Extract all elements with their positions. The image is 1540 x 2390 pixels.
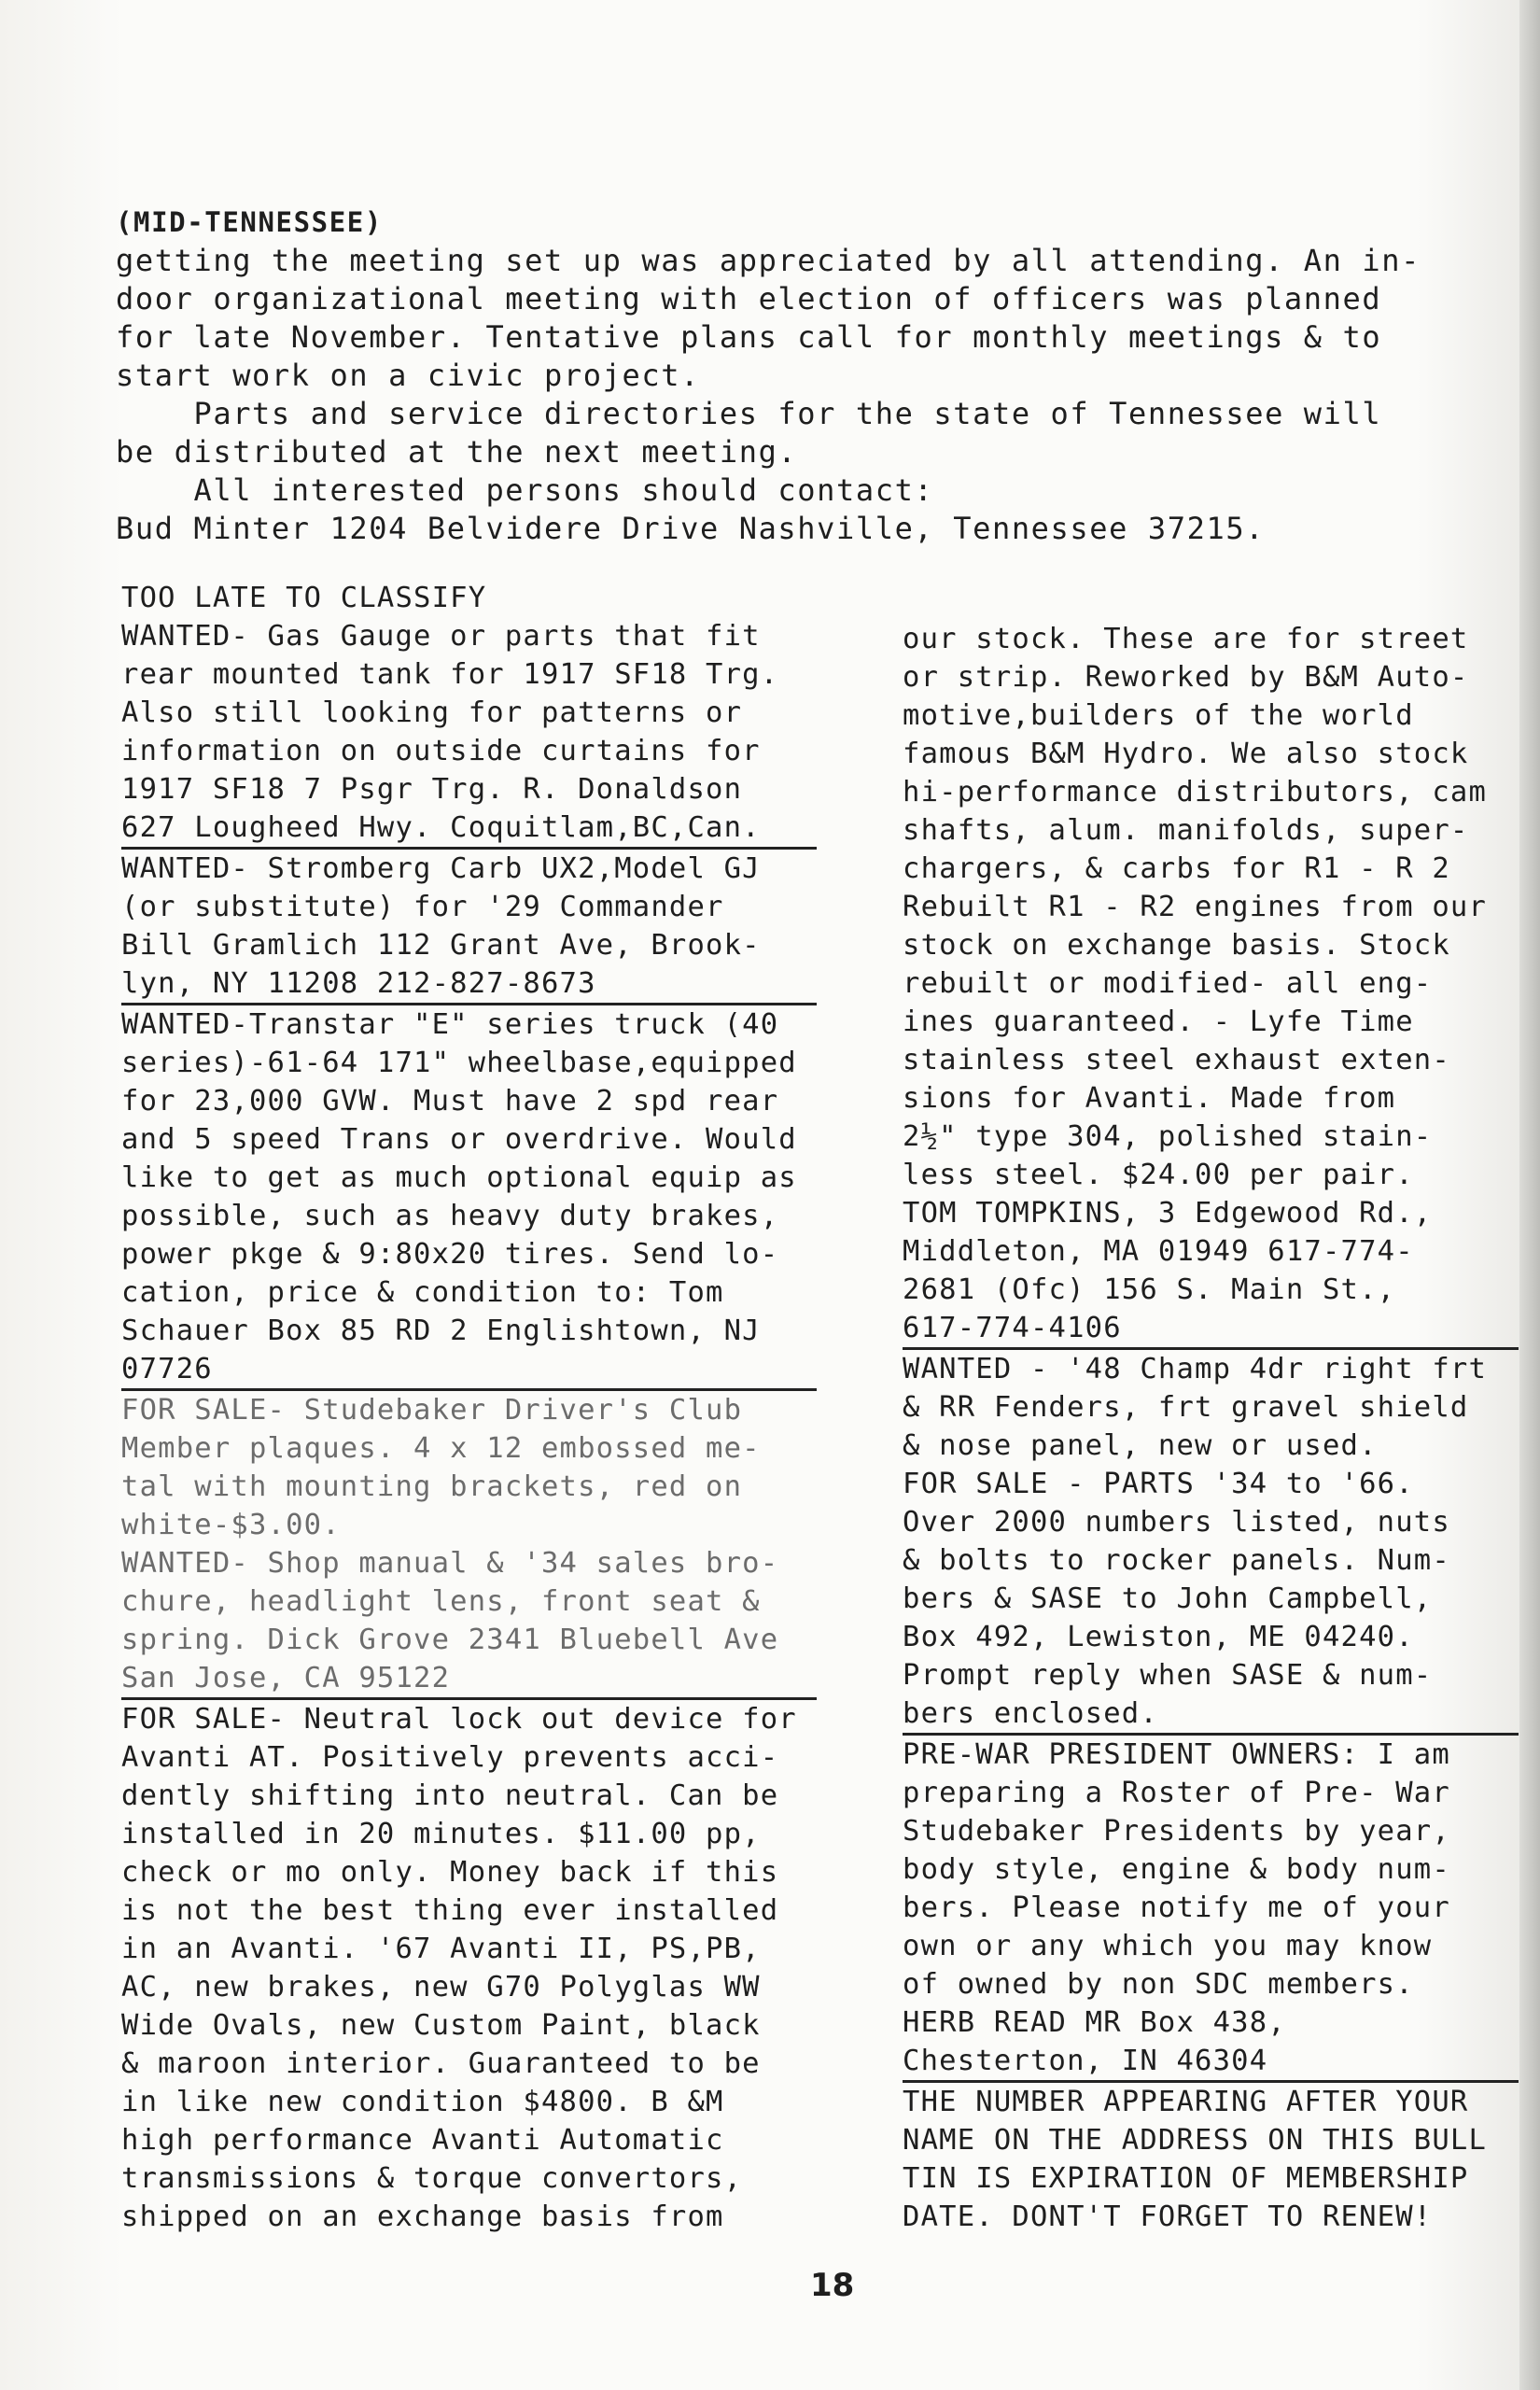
classified-line: San Jose, CA 95122 (121, 1659, 817, 1700)
classified-line: 2681 (Ofc) 156 S. Main St., (903, 1273, 1396, 1306)
classified-line: Middleton, MA 01949 617-774- (903, 1235, 1414, 1268)
classified-line: cation, price & condition to: Tom (121, 1276, 724, 1309)
classified-line: for 23,000 GVW. Must have 2 spd rear (121, 1085, 779, 1118)
classified-line: TIN IS EXPIRATION OF MEMBERSHIP (903, 2162, 1469, 2195)
classified-line: Box 492, Lewiston, ME 04240. (903, 1621, 1414, 1653)
classified-line: FOR SALE- Studebaker Driver's Club (121, 1394, 743, 1427)
classified-line: (or substitute) for '29 Commander (121, 891, 724, 923)
intro-line: Bud Minter 1204 Belvidere Drive Nashville, Tennessee 37215. (116, 511, 1266, 546)
classified-line: preparing a Roster of Pre- War (903, 1777, 1450, 1809)
classified-line: shafts, alum. manifolds, super- (903, 814, 1469, 847)
classified-line: 07726 (121, 1350, 817, 1391)
classified-line: rear mounted tank for 1917 SF18 Trg. (121, 658, 779, 691)
classified-line: in like new condition $4800. B &M (121, 2086, 724, 2118)
classified-line: motive,builders of the world (903, 699, 1414, 732)
classified-line: less steel. $24.00 per pair. (903, 1159, 1414, 1191)
classified-line: AC, new brakes, new G70 Polyglas WW (121, 1971, 761, 2003)
classified-line: FOR SALE - PARTS '34 to '66. (903, 1468, 1414, 1500)
classified-line: our stock. These are for street (903, 623, 1469, 655)
left-column-text (121, 617, 817, 2236)
classified-line: Wide Ovals, new Custom Paint, black (121, 2009, 761, 2042)
intro-line: start work on a civic project. (116, 358, 700, 393)
intro-text (116, 242, 1422, 548)
classified-line: ines guaranteed. - Lyfe Time (903, 1005, 1414, 1038)
classified-line: high performance Avanti Automatic (121, 2124, 724, 2157)
classified-line: of owned by non SDC members. (903, 1968, 1414, 2001)
classified-left-column (121, 579, 817, 2236)
classified-line: 617-774-4106 (903, 1309, 1519, 1350)
classified-line: 627 Lougheed Hwy. Coquitlam,BC,Can. (121, 808, 817, 850)
page-edge (1519, 0, 1540, 2390)
intro-line: door organizational meeting with election of officers was planned (116, 281, 1382, 316)
classified-line: chargers, & carbs for R1 - R 2 (903, 852, 1450, 885)
classified-line: Chesterton, IN 46304 (903, 2042, 1519, 2083)
classified-line: own or any which you may know (903, 1930, 1433, 1962)
intro-line: All interested persons should contact: (116, 472, 934, 508)
classified-line: WANTED- Shop manual & '34 sales bro- (121, 1547, 779, 1580)
intro-line: Parts and service directories for the state of Tennessee will (116, 396, 1382, 431)
classified-line: stock on exchange basis. Stock (903, 929, 1450, 962)
classified-line: Over 2000 numbers listed, nuts (903, 1506, 1450, 1539)
classified-line: body style, engine & body num- (903, 1853, 1450, 1886)
classified-line: Rebuilt R1 - R2 engines from our (903, 891, 1488, 923)
classified-line: possible, such as heavy duty brakes, (121, 1200, 779, 1232)
classified-line: bers. Please notify me of your (903, 1891, 1450, 1924)
classified-line: PRE-WAR PRESIDENT OWNERS: I am (903, 1738, 1450, 1771)
classified-line: tal with mounting brackets, red on (121, 1470, 743, 1503)
classified-line: like to get as much optional equip as (121, 1161, 797, 1194)
classified-line: TOM TOMPKINS, 3 Edgewood Rd., (903, 1197, 1433, 1230)
page-number: 18 (810, 2267, 855, 2304)
classified-line: dently shifting into neutral. Can be (121, 1779, 779, 1812)
classified-line: & RR Fenders, frt gravel shield (903, 1391, 1469, 1424)
classified-line: famous B&M Hydro. We also stock (903, 738, 1469, 770)
classified-line: Studebaker Presidents by year, (903, 1815, 1450, 1848)
classified-line: & maroon interior. Guaranteed to be (121, 2047, 761, 2080)
classified-line: shipped on an exchange basis from (121, 2200, 724, 2233)
classified-line: power pkge & 9:80x20 tires. Send lo- (121, 1238, 779, 1271)
classified-line: rebuilt or modified- all eng- (903, 967, 1433, 1000)
classified-right-column (903, 620, 1519, 2236)
classified-line: hi-performance distributors, cam (903, 776, 1488, 808)
classified-line: FOR SALE- Neutral lock out device for (121, 1703, 797, 1736)
classified-line: check or mo only. Money back if this (121, 1856, 779, 1889)
classified-line: Also still looking for patterns or (121, 696, 743, 729)
section-heading: (MID-TENNESSEE) (116, 206, 383, 238)
intro-line: getting the meeting set up was appreciated by all attending. An in- (116, 243, 1421, 278)
classified-line: in an Avanti. '67 Avanti II, PS,PB, (121, 1933, 761, 1965)
classified-line: and 5 speed Trans or overdrive. Would (121, 1123, 797, 1156)
classified-line: lyn, NY 11208 212-827-8673 (121, 964, 817, 1005)
classified-line: series)-61-64 171" wheelbase,equipped (121, 1047, 797, 1079)
classified-line: transmissions & torque convertors, (121, 2162, 743, 2195)
classified-line: chure, headlight lens, front seat & (121, 1585, 761, 1618)
classified-line: 2½" type 304, polished stain- (903, 1120, 1433, 1153)
classified-line: Bill Gramlich 112 Grant Ave, Brook- (121, 929, 761, 962)
classified-line: & bolts to rocker panels. Num- (903, 1544, 1450, 1577)
classifieds-heading: TOO LATE TO CLASSIFY (121, 582, 487, 614)
classified-line: 1917 SF18 7 Psgr Trg. R. Donaldson (121, 773, 743, 806)
intro-line: be distributed at the next meeting. (116, 434, 798, 470)
classified-line: WANTED- Gas Gauge or parts that fit (121, 620, 761, 653)
right-column-text (903, 620, 1519, 2236)
classified-line: spring. Dick Grove 2341 Bluebell Ave (121, 1624, 779, 1656)
classified-line: bers enclosed. (903, 1694, 1519, 1736)
classified-line: Avanti AT. Positively prevents acci- (121, 1741, 779, 1774)
classified-line: HERB READ MR Box 438, (903, 2006, 1286, 2039)
classified-line: THE NUMBER APPEARING AFTER YOUR (903, 2086, 1469, 2118)
classified-line: bers & SASE to John Campbell, (903, 1582, 1433, 1615)
classified-line: & nose panel, new or used. (903, 1429, 1378, 1462)
classified-line: is not the best thing ever installed (121, 1894, 779, 1927)
classified-line: information on outside curtains for (121, 735, 761, 767)
classified-line: Member plaques. 4 x 12 embossed me- (121, 1432, 761, 1465)
classified-line: stainless steel exhaust exten- (903, 1044, 1450, 1076)
classified-line: Prompt reply when SASE & num- (903, 1659, 1433, 1692)
classified-line: or strip. Reworked by B&M Auto- (903, 661, 1469, 694)
classified-line: white-$3.00. (121, 1509, 341, 1541)
intro-section (116, 204, 1422, 548)
classified-line: NAME ON THE ADDRESS ON THIS BULL (903, 2124, 1488, 2157)
classified-line: sions for Avanti. Made from (903, 1082, 1396, 1115)
classified-line: Schauer Box 85 RD 2 Englishtown, NJ (121, 1314, 761, 1347)
intro-line: for late November. Tentative plans call for monthly meetings & to (116, 319, 1382, 355)
classified-line: WANTED- Stromberg Carb UX2,Model GJ (121, 852, 761, 885)
classified-line: DATE. DONT'T FORGET TO RENEW! (903, 2200, 1433, 2233)
classified-line: WANTED - '48 Champ 4dr right frt (903, 1353, 1488, 1385)
classified-line: WANTED-Transtar "E" series truck (40 (121, 1008, 779, 1041)
classified-line: installed in 20 minutes. $11.00 pp, (121, 1818, 761, 1850)
